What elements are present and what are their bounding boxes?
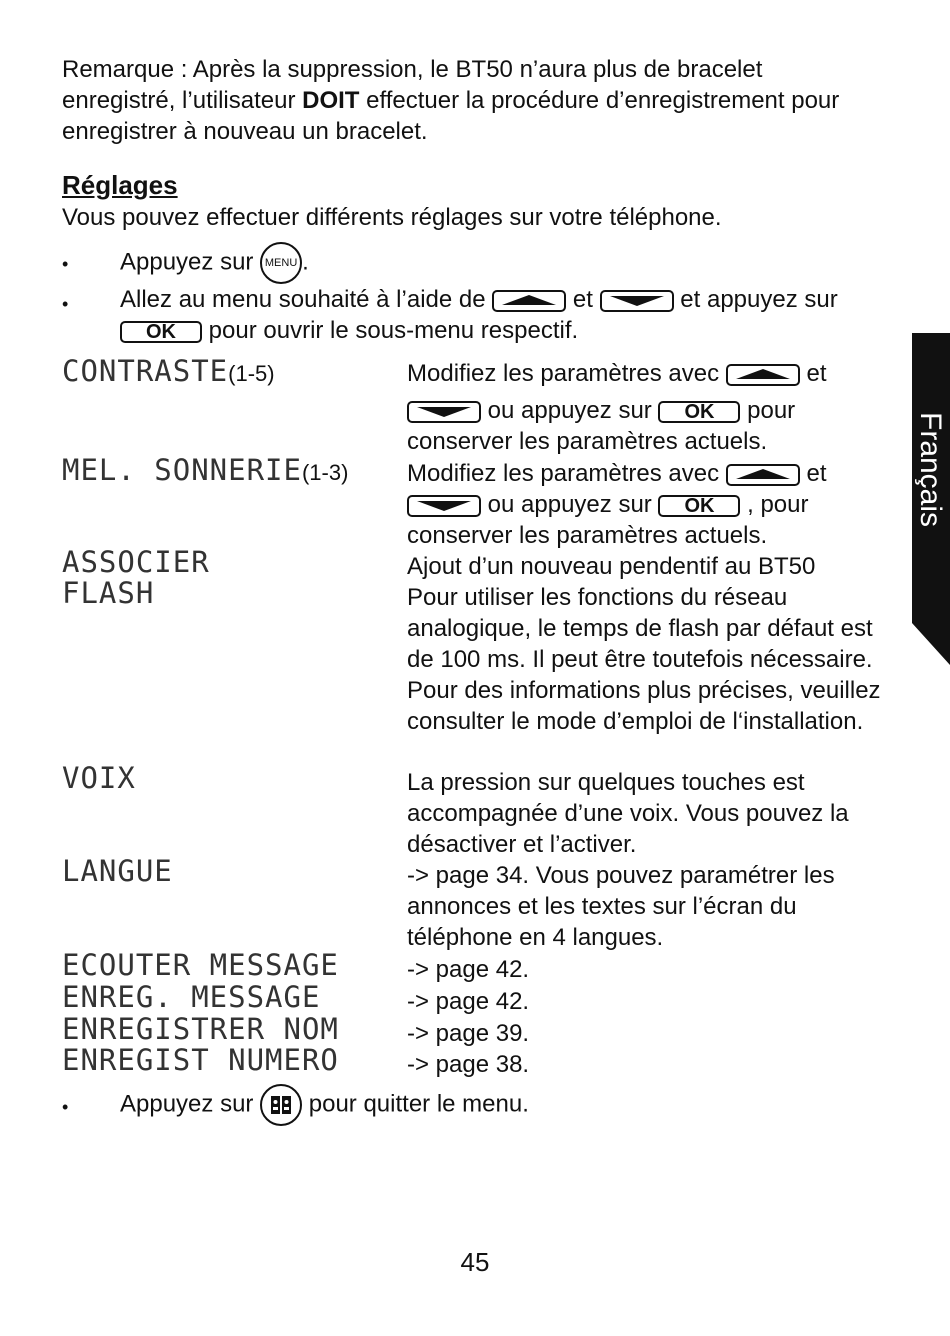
bullet-text-after: pour quitter le menu.: [308, 1090, 529, 1118]
phonebook-key-icon: [260, 1084, 302, 1126]
bullet-period: .: [302, 248, 309, 276]
bullet-navigate: [120, 284, 880, 315]
setting-name-langue: LANGUE: [62, 854, 173, 888]
setting-desc-voix: La pression sur quelques touches est accompagnée d’une voix. Vous pouvez la désactiver et l’activer.: [407, 769, 849, 858]
bullet-marker: •: [62, 1097, 69, 1117]
setting-name-enreg-message: ENREG. MESSAGE: [62, 980, 321, 1014]
setting-desc-enregistrer-nom: -> page 39.: [407, 1020, 530, 1047]
setting-desc-associer: Ajout d’un nouveau pendentif au BT50: [407, 553, 816, 580]
bullet-navigate-line2: [120, 315, 880, 346]
bullet-exit-menu: [120, 1084, 880, 1126]
setting-name-flash: FLASH: [62, 576, 155, 610]
section-heading: Réglages: [62, 170, 178, 200]
bullet-and: et: [572, 286, 593, 313]
remark-paragraph: [62, 54, 862, 147]
setting-desc-ecouter: -> page 42.: [407, 956, 530, 983]
bullet-press-menu: [120, 242, 880, 284]
setting-name-associer: ASSOCIER: [62, 545, 210, 579]
bullet-text-end: pour ouvrir le sous-menu respectif.: [208, 317, 579, 344]
bullet-text: Appuyez sur: [120, 1090, 254, 1118]
setting-desc-sonnerie: [407, 458, 887, 551]
desc-text: Modifiez les paramètres avec: [407, 360, 720, 387]
bullet-marker: •: [62, 294, 69, 314]
bullet-text: Appuyez sur: [120, 248, 254, 276]
bullet-marker: •: [62, 254, 69, 274]
setting-label: MEL. SONNERIE: [62, 453, 302, 487]
setting-desc-flash: Pour utiliser les fonctions du réseau analogique, le temps de flash par défaut est de 100 ms. Il peut être toutefois nécessaire. Pour des informations plus précises, veuillez consulter le mode d’emploi de l‘installation.: [407, 584, 881, 735]
remark-text: Remarque : Après la suppression, le BT50 n’aura plus de bracelet enregistré, l’utilisateur: [62, 56, 763, 114]
desc-text: Modifiez les paramètres avec: [407, 460, 720, 487]
ok-key-icon: OK: [658, 401, 740, 423]
section-intro: Vous pouvez effectuer différents réglages sur votre téléphone.: [62, 204, 722, 231]
page-number: 45: [460, 1247, 490, 1277]
down-key-icon: [407, 401, 481, 423]
setting-name-voix: VOIX: [62, 761, 136, 795]
ok-key-icon: OK: [120, 321, 202, 343]
down-key-icon: [407, 495, 481, 517]
setting-desc-enregist-numero: -> page 38.: [407, 1051, 530, 1078]
up-key-icon: [726, 464, 800, 486]
bullet-text: Allez au menu souhaité à l’aide de: [120, 286, 486, 313]
desc-text: ou appuyez sur: [487, 491, 652, 518]
bullet-text-after: et appuyez sur: [680, 286, 838, 313]
setting-desc-langue: -> page 34. Vous pouvez paramétrer les annonces et les textes sur l’écran du téléphone en 4 langues.: [407, 862, 835, 951]
setting-range: (1-3): [301, 460, 349, 485]
setting-desc-contraste: [407, 358, 887, 457]
menu-key-icon: MENU: [260, 242, 302, 284]
desc-and: et: [806, 360, 827, 387]
desc-text: , pour: [747, 491, 809, 518]
setting-desc-enreg-message: -> page 42.: [407, 988, 530, 1015]
setting-name-ecouter: ECOUTER MESSAGE: [62, 948, 339, 982]
desc-text: conserver les paramètres actuels.: [407, 428, 768, 455]
desc-text: ou appuyez sur: [487, 397, 652, 424]
setting-range: (1-5): [228, 361, 275, 386]
ok-key-icon: OK: [658, 495, 740, 517]
setting-label: CONTRASTE: [62, 354, 229, 388]
language-tab-label: Français: [914, 412, 947, 528]
setting-name-contraste: [62, 356, 275, 389]
desc-text: pour: [747, 397, 796, 424]
setting-name-enregistrer-nom: ENREGISTRER NOM: [62, 1012, 339, 1046]
up-key-icon: [726, 364, 800, 386]
remark-text-end: effectuer la procédure d’enregistrement pour enregistrer à nouveau un bracelet.: [62, 87, 840, 145]
setting-name-enregist-numero: ENREGIST NUMERO: [62, 1043, 339, 1077]
remark-bold: DOIT: [302, 87, 360, 114]
setting-name-sonnerie: [62, 455, 348, 488]
desc-and: et: [806, 460, 827, 487]
down-key-icon: [600, 290, 674, 312]
up-key-icon: [492, 290, 566, 312]
desc-text: conserver les paramètres actuels.: [407, 522, 768, 549]
